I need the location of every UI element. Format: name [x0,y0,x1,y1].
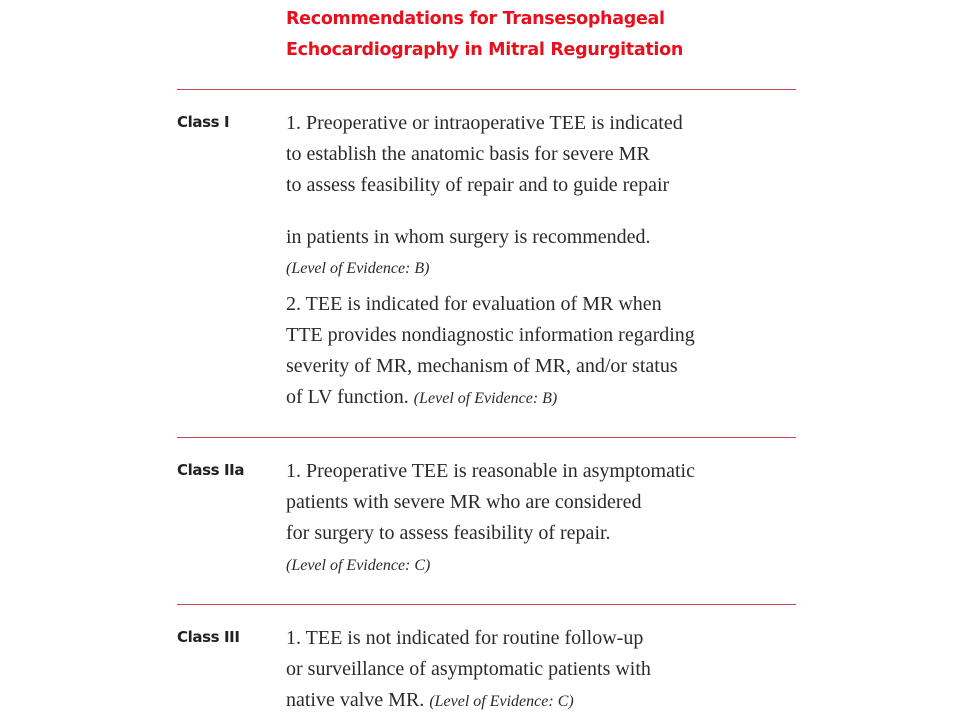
title-line-2: Echocardiography in Mitral Regurgitation [286,40,683,60]
class-i-text-line: to assess feasibility of repair and to guide repair [286,174,670,196]
document-title [286,4,846,66]
class-i-text-line: to establish the anatomic basis for severe MR [286,143,650,165]
class-iia-label: Class IIa [177,461,245,479]
class-i-label: Class I [177,113,230,131]
class-i-text-line: 2. TEE is indicated for evaluation of MR when [286,293,662,315]
class-i-text-line: TTE provides nondiagnostic information regarding [286,324,695,346]
class-iii-text-fragment: native valve MR. [286,689,425,711]
section-divider [177,89,796,90]
section-divider [177,437,796,438]
class-i-text-fragment: of LV function. [286,386,409,408]
class-i-evidence-1: (Level of Evidence: B) [286,260,430,277]
class-i-evidence-2: (Level of Evidence: B) [413,390,558,407]
title-line-1: Recommendations for Transesophageal [286,9,665,29]
class-iii-text-line: 1. TEE is not indicated for routine follow-up [286,627,644,649]
class-i-text-line [286,385,557,411]
class-iia-text-line: patients with severe MR who are considered [286,491,642,513]
class-iii-label: Class III [177,628,240,646]
class-i-text-line: 1. Preoperative or intraoperative TEE is indicated [286,112,683,134]
class-iia-text-line: for surgery to assess feasibility of repair. [286,522,611,544]
section-divider [177,604,796,605]
class-i-text-line: severity of MR, mechanism of MR, and/or status [286,355,678,377]
class-iia-evidence: (Level of Evidence: C) [286,557,431,574]
class-iii-text-line: or surveillance of asymptomatic patients with [286,658,651,680]
class-iii-evidence: (Level of Evidence: C) [429,693,574,710]
class-i-text-line: in patients in whom surgery is recommended. [286,226,651,248]
class-iia-text-line: 1. Preoperative TEE is reasonable in asymptomatic [286,460,695,482]
class-iii-text-line [286,688,574,714]
